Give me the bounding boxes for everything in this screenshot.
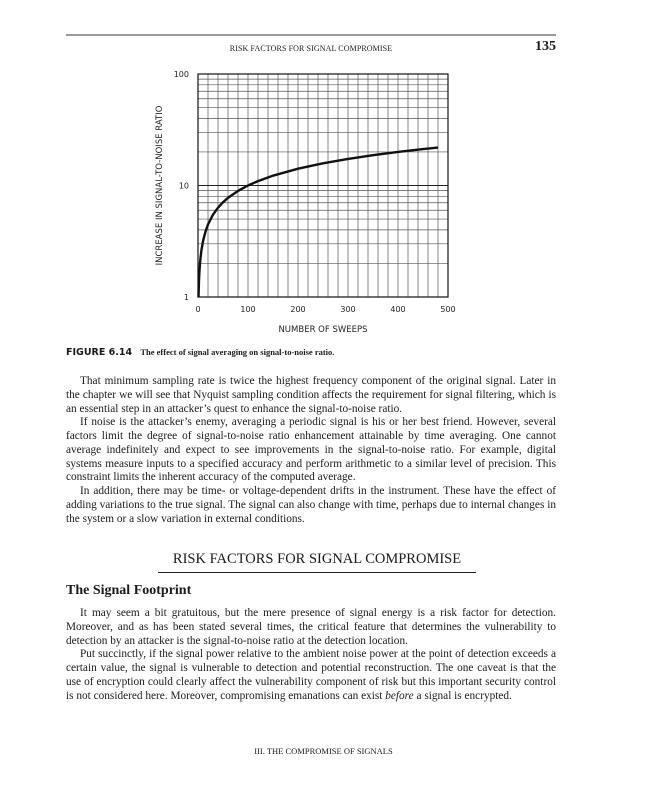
page-number: 135: [535, 39, 556, 54]
x-axis-label: NUMBER OF SWEEPS: [278, 325, 368, 335]
paragraph-text: a signal is encrypted.: [416, 689, 512, 702]
x-tick-label: 500: [440, 305, 456, 314]
snr-averaging-chart: [0, 0, 647, 345]
body-text-upper: [66, 375, 556, 526]
y-tick-label: 10: [178, 181, 189, 191]
body-text-lower: [66, 607, 556, 703]
y-axis-label: INCREASE IN SIGNAL-TO-NOISE RATIO: [155, 105, 165, 266]
paragraph: In addition, there may be time- or voltage-dependent drifts in the instrument. These have the effect of adding variations to the true signal. The signal can also change with time, perhaps due to internal changes in the system or a slow variation in external conditions.: [66, 485, 556, 525]
chart-grid: [198, 74, 448, 297]
x-tick-label: 300: [340, 305, 356, 314]
paragraph: If noise is the attacker’s enemy, averaging a periodic signal is his or her best friend. However, several factors limit the degree of signal-to-noise ratio enhancement attainable by time averaging. One cannot average indefinitely and expect to see improvements in the signal-to-noise ratio. For example, digital systems measure inputs to a specified accuracy and perform arithmetic to a similar level of precision. This constraint limits the inherent accuracy of the computed average.: [66, 416, 556, 484]
subsection-heading: The Signal Footprint: [66, 583, 192, 598]
chart-ticks: [174, 70, 456, 314]
y-tick-label: 1: [183, 293, 189, 302]
emphasis-text: before: [385, 689, 414, 702]
x-tick-label: 0: [195, 305, 201, 314]
paragraph: [66, 648, 556, 703]
figure-caption: [66, 347, 556, 358]
x-tick-label: 100: [240, 305, 256, 314]
y-tick-label: 100: [173, 70, 189, 79]
paragraph: It may seem a bit gratuitous, but the mere presence of signal energy is a risk factor for detection. Moreover, and as has been stated several times, the critical feature that determines the vulnerability to detection by an attacker is the signal-to-noise ratio at the detection location.: [66, 607, 556, 647]
x-tick-label: 200: [290, 305, 306, 314]
section-heading: RISK FACTORS FOR SIGNAL COMPROMISE: [158, 551, 476, 573]
paragraph: That minimum sampling rate is twice the highest frequency component of the original signal. Later in the chapter we will see that Nyquist sampling condition affects the requirement for signal filtering, which is an essential step in an attacker’s quest to enhance the signal-to-noise ratio.: [66, 375, 556, 415]
paragraph-text: Put succinctly, if the signal power relative to the ambient noise power at the point of detection exceeds a certain value, the signal is vulnerable to detection and potential reconstruction. The one caveat is that the use of encryption could clearly affect the vulnerability component of risk but this important security control is not considered here. Moreover, compromising emanations can exist: [66, 648, 556, 702]
running-header-title: RISK FACTORS FOR SIGNAL COMPROMISE: [229, 44, 393, 53]
figure-label: FIGURE 6.14: [66, 347, 133, 358]
page-footer: III. THE COMPROMISE OF SIGNALS: [254, 746, 393, 756]
figure-caption-text: The effect of signal averaging on signal-to-noise ratio.: [140, 347, 335, 357]
x-tick-label: 400: [390, 305, 406, 314]
